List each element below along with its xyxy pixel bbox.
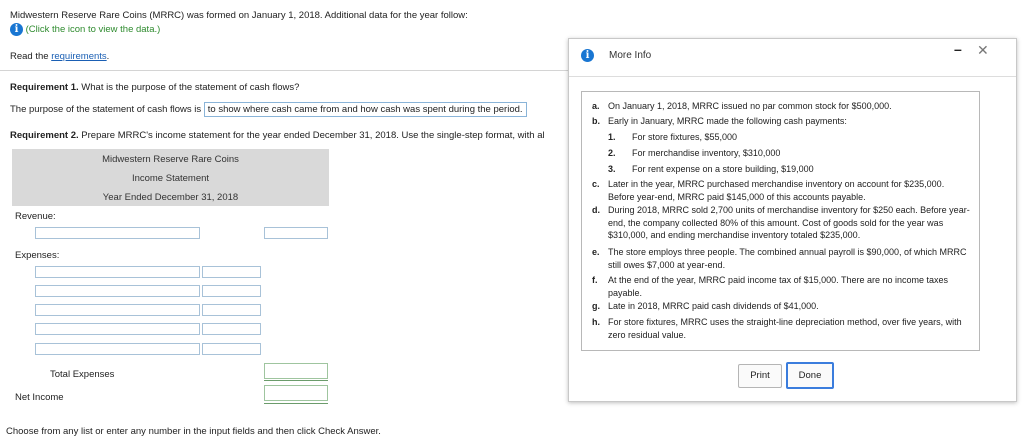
subitem-text: For rent expense on a store building, $19,000 [632, 164, 814, 174]
subitem-number: 1. [608, 132, 616, 142]
read-requirements [10, 51, 109, 62]
item-letter: g. [592, 301, 600, 311]
item-text: At the end of the year, MRRC paid income tax of $15,000. There are no income taxes payable. [608, 275, 949, 298]
item-text: On January 1, 2018, MRRC issued no par common stock for $500,000. [608, 101, 892, 111]
print-button[interactable]: Print [738, 364, 782, 388]
item-letter: f. [592, 275, 598, 285]
expense-amount-input-5[interactable] [202, 343, 261, 355]
expense-amount-input-3[interactable] [202, 304, 261, 316]
item-text: Late in 2018, MRRC paid cash dividends of $41,000. [608, 301, 819, 311]
period-text: . [106, 51, 110, 62]
subitem-number: 2. [608, 148, 616, 158]
requirement-1-label: Requirement 1. [10, 82, 79, 93]
item-letter: e. [592, 247, 600, 257]
close-icon[interactable]: ✕ [977, 42, 989, 58]
info-icon: i [581, 49, 594, 62]
done-button[interactable]: Done [786, 362, 834, 389]
expense-amount-input-1[interactable] [202, 266, 261, 278]
total-underline [264, 380, 328, 381]
expense-account-select-1[interactable] [35, 266, 200, 278]
item-letter: c. [592, 179, 600, 189]
expense-amount-input-4[interactable] [202, 323, 261, 335]
footer-instruction: Choose from any list or enter any number in the input fields and then click Check Answer. [6, 426, 381, 437]
requirement-1-answer-row [10, 104, 527, 115]
expense-amount-input-2[interactable] [202, 285, 261, 297]
item-text: Early in January, MRRC made the following cash payments: [608, 116, 847, 126]
dialog-title: More Info [609, 50, 652, 61]
statement-title: Income Statement [131, 173, 210, 184]
expense-account-select-4[interactable] [35, 323, 200, 335]
requirement-2-body: Prepare MRRC's income statement for the year ended December 31, 2018. Use the single-step format, with al [78, 130, 545, 141]
info-subitem-3 [608, 163, 814, 176]
intro-text: Midwestern Reserve Rare Coins (MRRC) was formed on January 1, 2018. Additional data for the year follow: [10, 10, 468, 21]
requirement-2-text [10, 130, 566, 141]
statement-header [12, 149, 329, 206]
answer-dropdown[interactable]: to show where cash came from and how cash was spent during the period. [204, 102, 527, 117]
data-hint-text: (Click the icon to view the data.) [25, 24, 161, 35]
requirements-link[interactable]: requirements [51, 51, 107, 62]
item-text: Later in the year, MRRC purchased merchandise inventory on account for $235,000. Before year-end, MRRC paid $145,000 of this accounts payable. [608, 179, 945, 202]
info-subitem-1 [608, 131, 738, 144]
expense-account-select-2[interactable] [35, 285, 200, 297]
net-income-double-underline [264, 403, 328, 404]
statement-period: Year Ended December 31, 2018 [102, 192, 239, 203]
item-letter: a. [592, 101, 600, 111]
info-item-c [592, 178, 972, 203]
net-income-input[interactable] [264, 385, 328, 401]
info-item-a [592, 100, 892, 113]
dialog-info-icon-wrap [581, 49, 594, 62]
divider [0, 70, 568, 71]
data-hint[interactable] [10, 23, 160, 36]
read-the-text: Read the [10, 51, 52, 62]
item-text: For store fixtures, MRRC uses the straight-line depreciation method, over five years, with zero residual value. [608, 317, 962, 340]
expense-account-select-3[interactable] [35, 304, 200, 316]
minimize-icon[interactable]: – [954, 41, 962, 57]
more-info-dialog [568, 38, 1017, 402]
answer-prefix: The purpose of the statement of cash flows is [10, 104, 202, 115]
info-item-e [592, 246, 972, 271]
revenue-amount-input[interactable] [264, 227, 328, 239]
revenue-account-select[interactable] [35, 227, 200, 239]
total-expenses-input[interactable] [264, 363, 328, 379]
company-name: Midwestern Reserve Rare Coins [102, 154, 239, 165]
info-item-h [592, 316, 972, 341]
info-icon[interactable]: i [10, 23, 23, 36]
subitem-text: For merchandise inventory, $310,000 [632, 148, 781, 158]
item-letter: d. [592, 205, 600, 215]
info-subitem-2 [608, 147, 781, 160]
info-item-b [592, 115, 847, 128]
info-item-g [592, 300, 972, 313]
revenue-label: Revenue: [15, 211, 56, 222]
net-income-label: Net Income [15, 392, 64, 403]
info-list-box [581, 91, 980, 351]
info-item-f [592, 274, 972, 299]
expenses-label: Expenses: [15, 250, 60, 261]
total-expenses-label: Total Expenses [50, 369, 115, 380]
expense-account-select-5[interactable] [35, 343, 200, 355]
requirement-1-text: What is the purpose of the statement of cash flows? [78, 82, 300, 93]
subitem-text: For store fixtures, $55,000 [632, 132, 738, 142]
item-text: The store employs three people. The combined annual payroll is $90,000, of which MRRC still owes $7,000 at year-end. [608, 247, 967, 270]
item-letter: b. [592, 116, 600, 126]
info-item-d [592, 204, 972, 242]
subitem-number: 3. [608, 164, 616, 174]
requirement-1-question [10, 82, 299, 93]
item-text: During 2018, MRRC sold 2,700 units of merchandise inventory for $250 each. Before year-end, the company collected 80% of this amount. Cost of goods sold for the year was $310,000, and ending merchandise inventory totaled $235,000. [608, 205, 970, 240]
requirement-2-label: Requirement 2. [10, 130, 79, 141]
item-letter: h. [592, 317, 600, 327]
dialog-divider [569, 76, 1016, 77]
